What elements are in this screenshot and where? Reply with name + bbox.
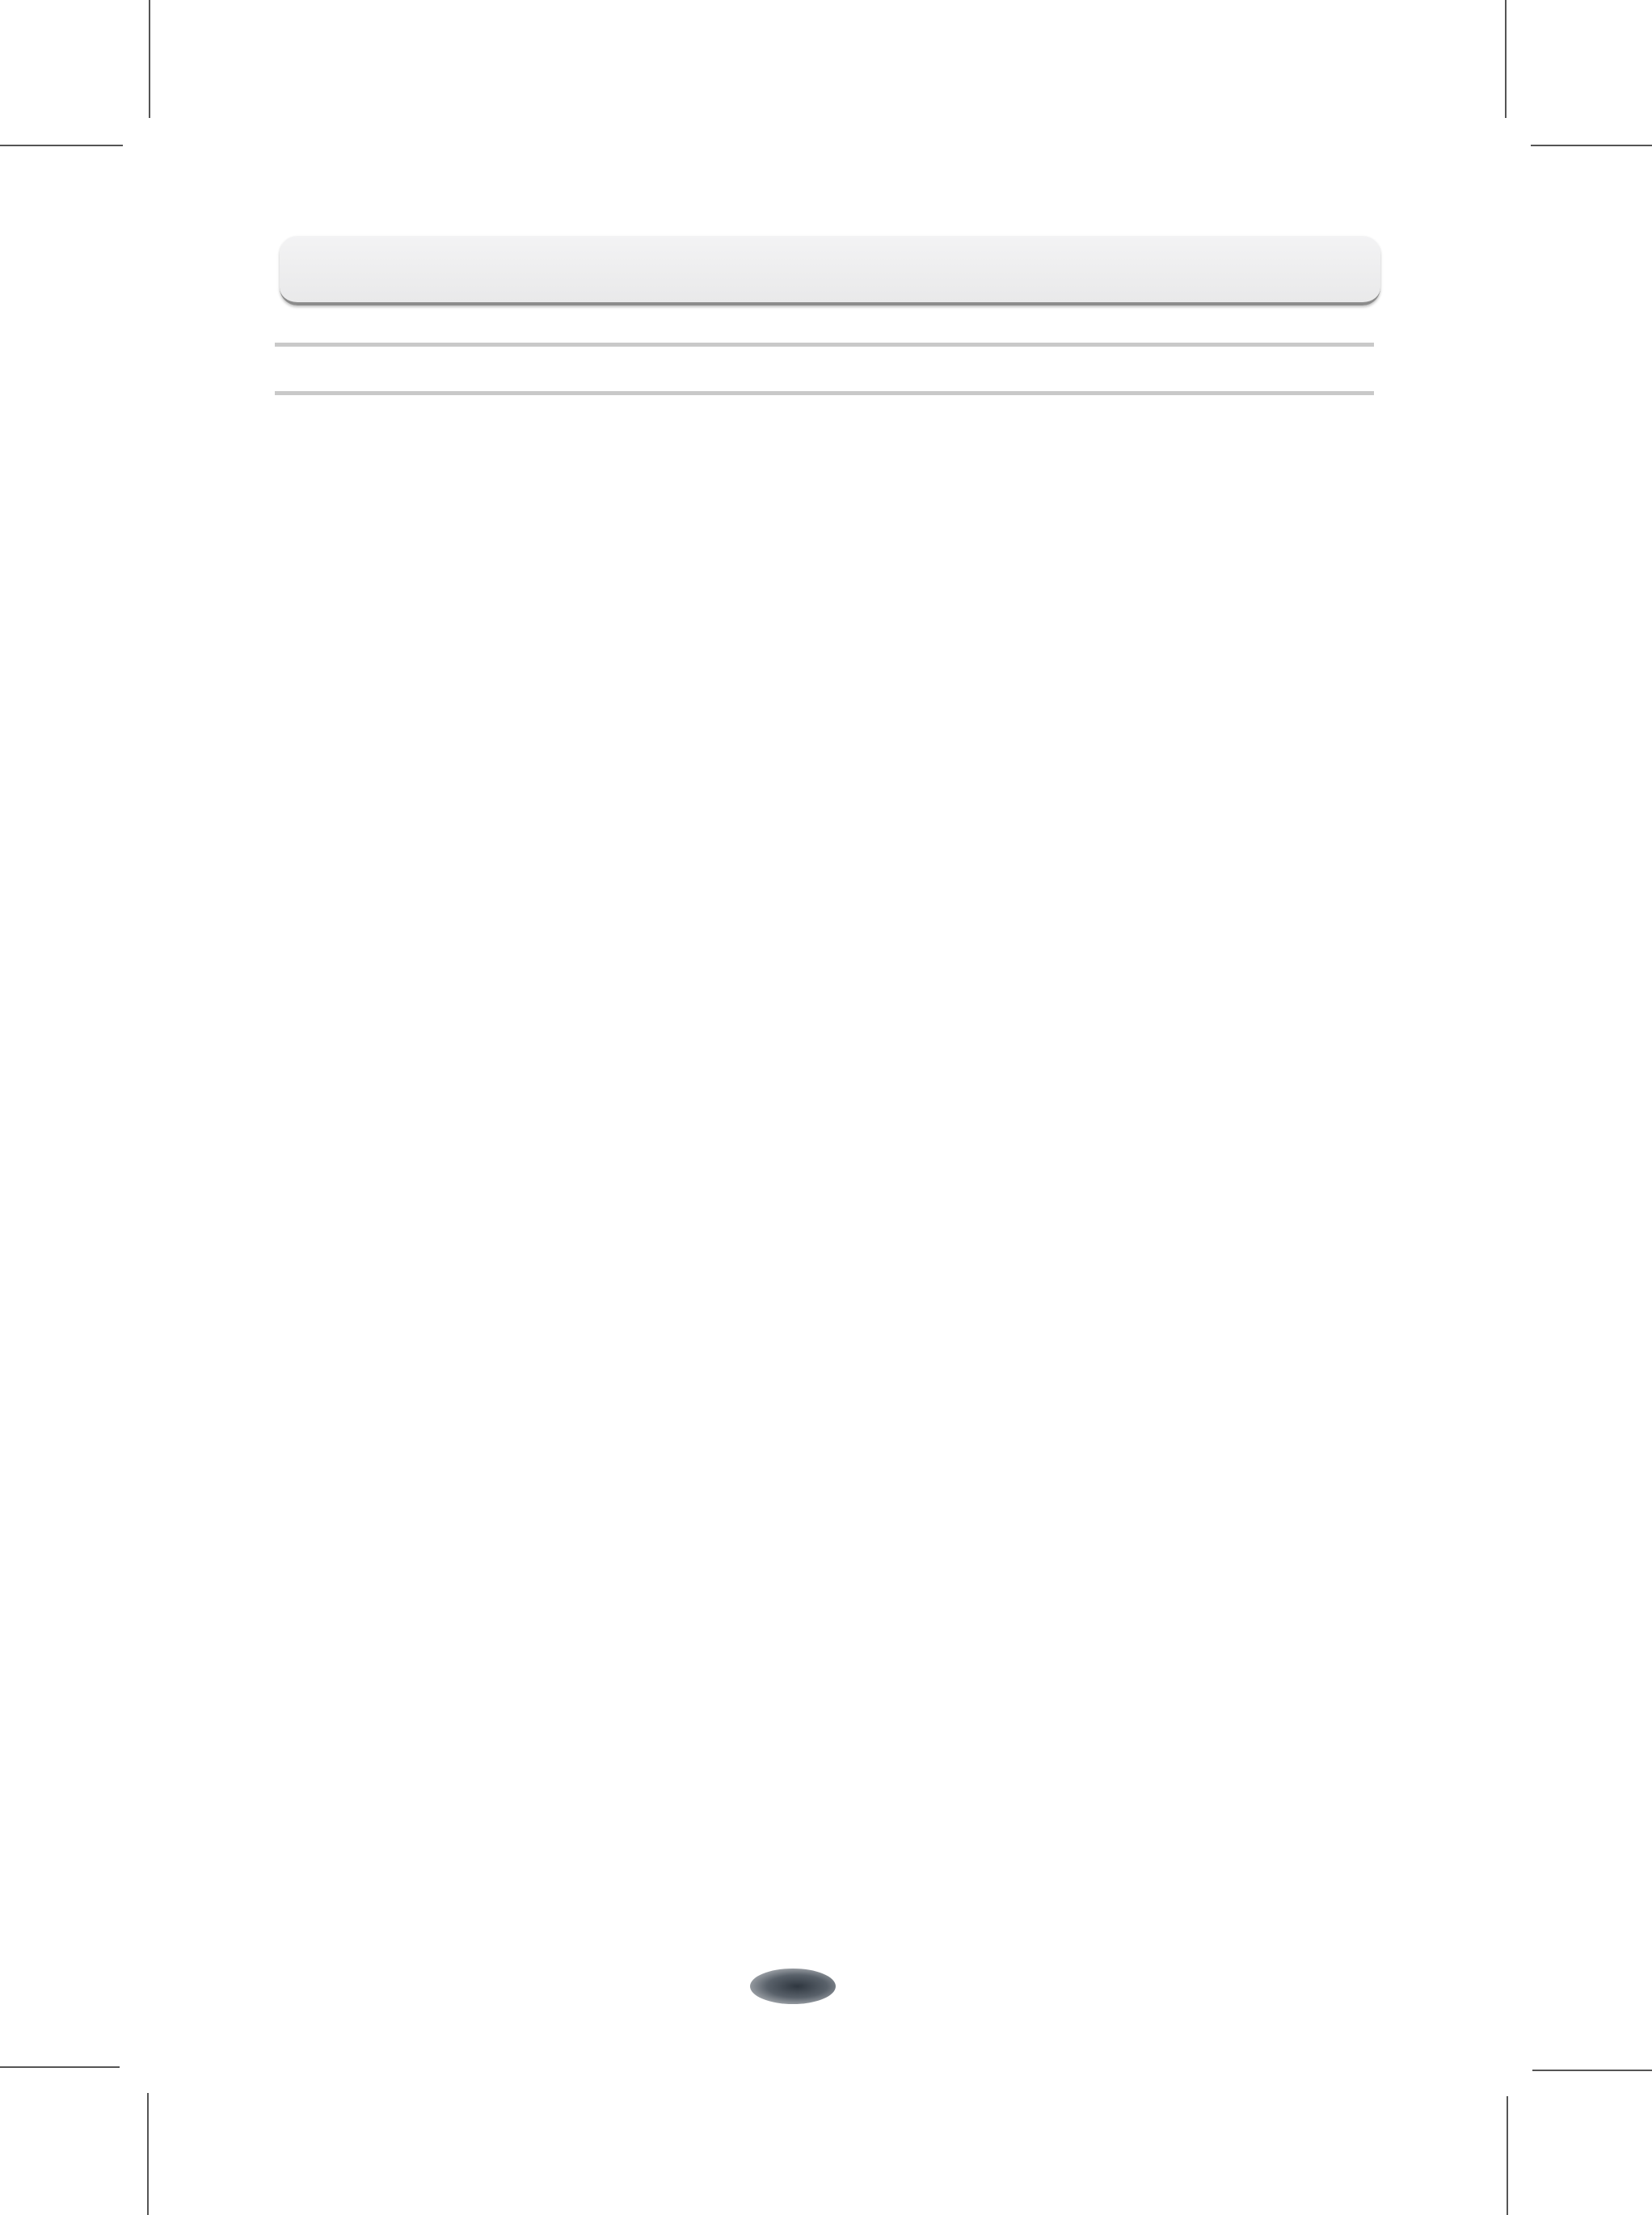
page-number-badge [750, 1969, 836, 2004]
